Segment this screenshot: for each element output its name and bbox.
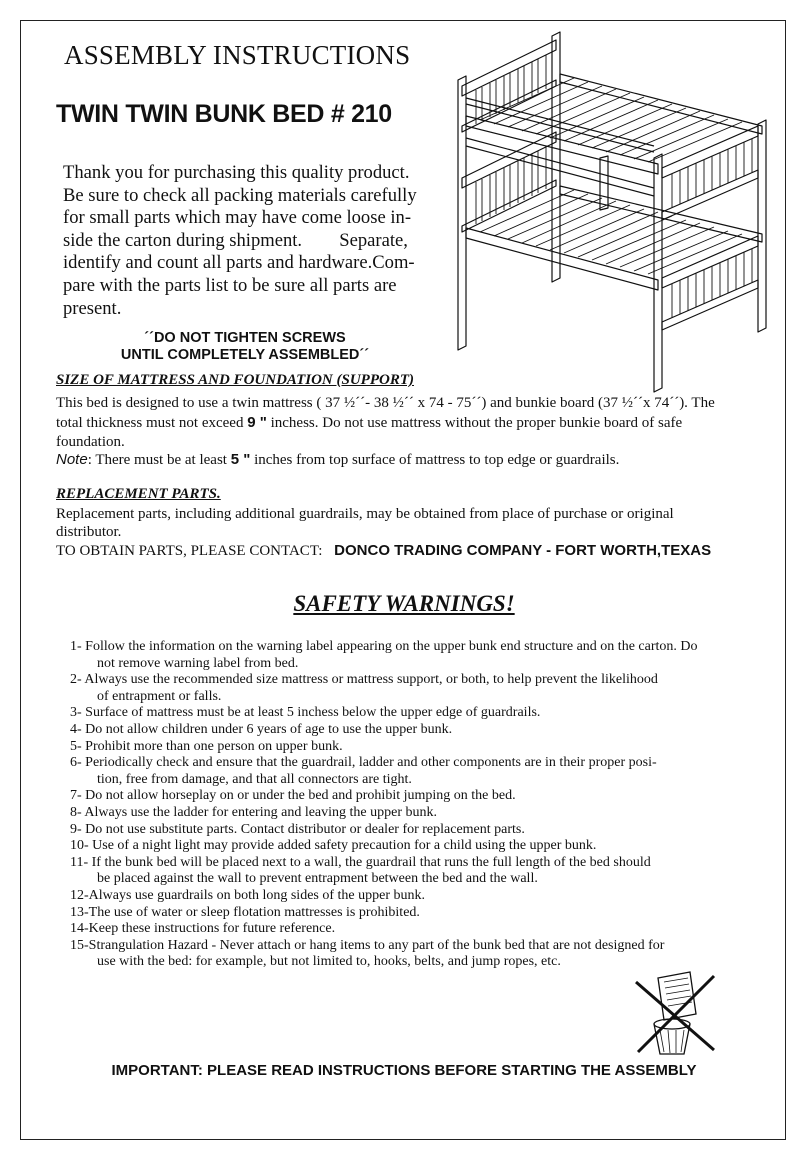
important-notice: IMPORTANT: PLEASE READ INSTRUCTIONS BEFORE STARTING THE ASSEMBLY — [111, 1062, 697, 1079]
note-label: Note — [56, 451, 88, 468]
bunk-bed-illustration-icon — [440, 28, 780, 394]
do-not-discard-icon — [630, 968, 720, 1058]
intro-line: Be sure to check all packing materials carefully — [63, 184, 417, 206]
contact-company: DONCO TRADING COMPANY - FORT WORTH,TEXAS — [334, 542, 712, 559]
safety-item: 14-Keep these instructions for future reference. — [70, 921, 336, 937]
safety-item: 5- Prohibit more than one person on upper bunk. — [70, 738, 343, 754]
product-title: TWIN TWIN BUNK BED # 210 — [56, 100, 392, 128]
safety-item-continuation: be placed against the wall to prevent entrapment between the bed and the wall. — [97, 871, 538, 887]
safety-list — [70, 639, 770, 971]
safety-heading: SAFETY WARNINGS! — [293, 591, 515, 616]
intro-paragraph — [63, 162, 431, 320]
warning-line: UNTIL COMPLETELY ASSEMBLED´´ — [120, 347, 370, 363]
page-title: ASSEMBLY INSTRUCTIONS — [64, 40, 411, 70]
note-text: : There must be at least — [87, 452, 231, 468]
safety-item: 9- Do not use substitute parts. Contact distributor or dealer for replacement parts. — [70, 821, 525, 837]
note-line — [56, 451, 619, 469]
warning-line: ´´DO NOT TIGHTEN SCREWS — [144, 330, 346, 346]
safety-item-continuation: not remove warning label from bed. — [97, 655, 299, 671]
safety-item: 2- Always use the recommended size mattress or mattress support, or both, to help prevent the likelihood — [70, 672, 658, 688]
thickness-value: 9 " — [247, 414, 267, 431]
replacement-line: Replacement parts, including additional guardrails, may be obtained from place of purchase or original — [56, 506, 674, 522]
safety-item: 3- Surface of mattress must be at least 5 inchess below the upper edge of guardrails. — [70, 705, 541, 721]
mattress-text: inchess. Do not use mattress without the proper bunkie board of safe — [266, 415, 683, 431]
safety-item: 15-Strangulation Hazard - Never attach or hang items to any part of the bunk bed that are not designed for — [70, 937, 665, 953]
intro-line: identify and count all parts and hardware.Com- — [63, 252, 415, 274]
intro-line: side the carton during shipment. Separate, — [63, 229, 408, 251]
gap-value: 5 " — [230, 451, 251, 468]
intro-line: Thank you for purchasing this quality product. — [63, 162, 410, 183]
safety-item: 13-The use of water or sleep flotation mattresses is prohibited. — [70, 904, 420, 920]
intro-line: present. — [63, 297, 122, 319]
mattress-line: foundation. — [56, 434, 125, 450]
intro-line: for small parts which may have come loose in- — [63, 207, 412, 229]
safety-item-continuation: use with the bed: for example, but not limited to, hooks, belts, and jump ropes, etc. — [97, 954, 561, 970]
replacement-heading: REPLACEMENT PARTS. — [56, 486, 221, 502]
mattress-line: This bed is designed to use a twin mattress ( 37 ½´´- 38 ½´´ x 74 - 75´´) and bunkie board (37 ½´´x 74´´). The — [56, 395, 715, 411]
safety-item-continuation: tion, free from damage, and that all connectors are tight. — [97, 771, 412, 787]
safety-item: 12-Always use guardrails on both long sides of the upper bunk. — [70, 887, 425, 903]
safety-item: 11- If the bunk bed will be placed next to a wall, the guardrail that runs the full length of the bed should — [70, 854, 651, 870]
note-text: inches from top surface of mattress to top edge or guardrails. — [250, 452, 620, 468]
contact-label: TO OBTAIN PARTS, PLEASE CONTACT: — [56, 543, 323, 559]
safety-item: 4- Do not allow children under 6 years of age to use the upper bunk. — [70, 721, 453, 737]
safety-item-continuation: of entrapment or falls. — [97, 688, 222, 704]
safety-item: 8- Always use the ladder for entering and leaving the upper bunk. — [70, 804, 438, 820]
mattress-heading: SIZE OF MATTRESS AND FOUNDATION (SUPPORT) — [56, 372, 414, 388]
safety-item: 1- Follow the information on the warning label appearing on the upper bunk end structure and on the carton. Do — [70, 639, 698, 654]
mattress-text: total thickness must not exceed — [56, 415, 248, 431]
safety-item: 10- Use of a night light may provide added safety precaution for a child using the upper bunk. — [70, 838, 597, 854]
replacement-line: distributor. — [56, 524, 122, 540]
intro-line: pare with the parts list to be sure all parts are — [63, 274, 397, 296]
safety-item: 6- Periodically check and ensure that the guardrail, ladder and other components are in their proper posi- — [70, 755, 657, 771]
tighten-warning — [60, 330, 430, 364]
contact-line — [56, 542, 711, 560]
mattress-line — [56, 414, 682, 432]
safety-item: 7- Do not allow horseplay on or under the bed and prohibit jumping on the bed. — [70, 788, 516, 804]
